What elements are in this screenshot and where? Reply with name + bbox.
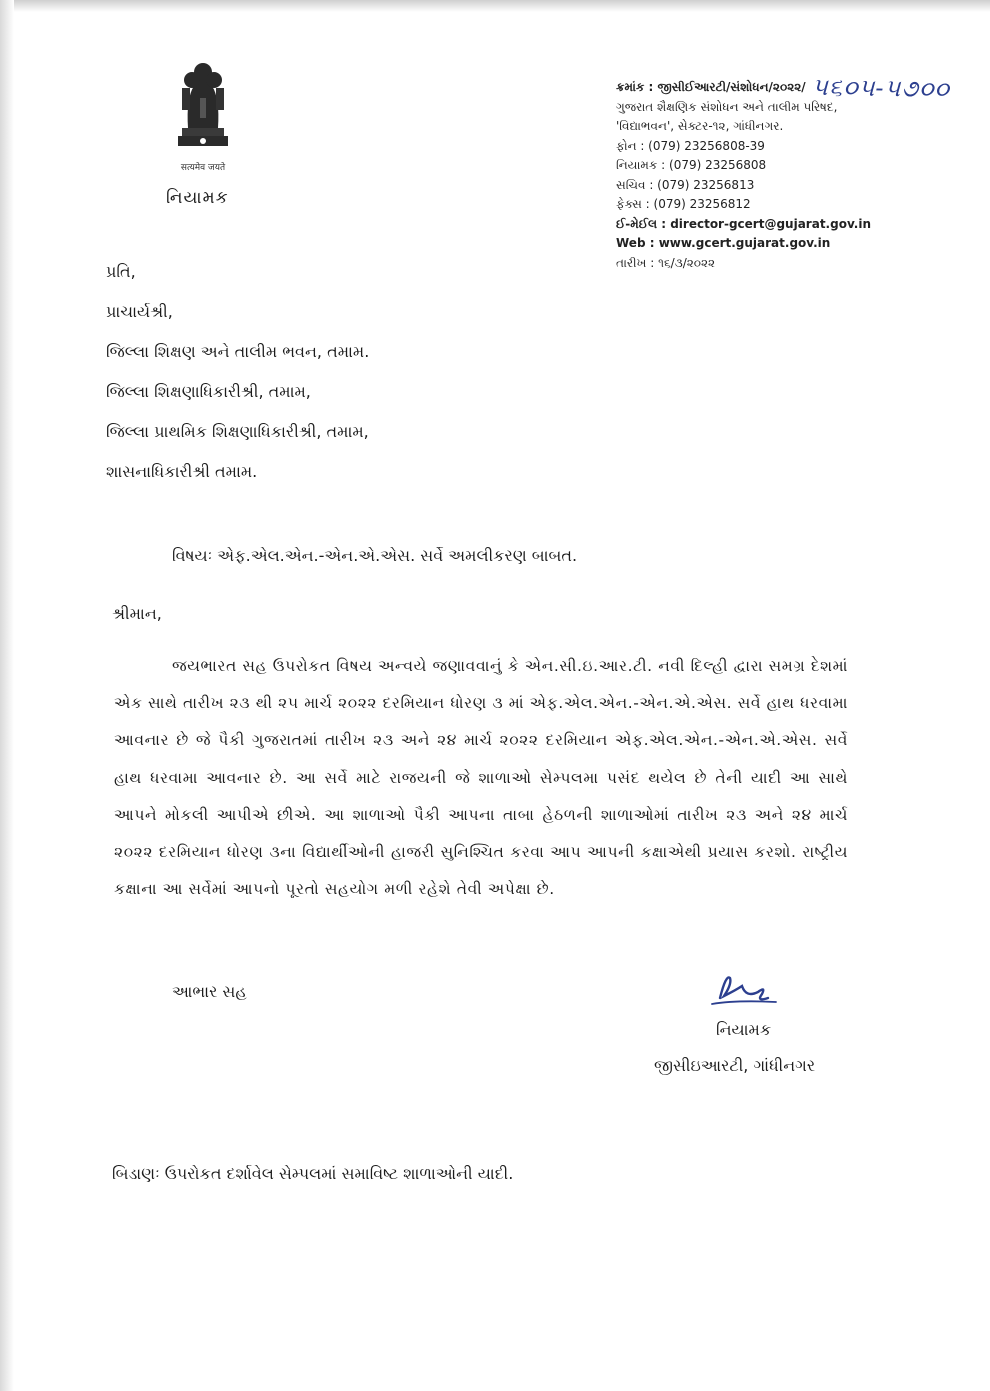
fax-line: ફેક્સ : (079) 23256812 xyxy=(616,197,751,211)
emblem-caption: सत्यमेव जयते xyxy=(180,163,226,173)
recipient-line: શાસનાધિકારીશ્રી તમામ. xyxy=(106,462,258,481)
recipient-line: પ્રાચાર્યશ્રી, xyxy=(106,302,173,321)
scan-left-edge xyxy=(0,0,14,1391)
handwritten-reference-number: ૫૬૦૫-૫૭૦૦ xyxy=(811,72,951,104)
contact-block xyxy=(616,78,976,273)
secretary-phone-line: સચિવ : (079) 23256813 xyxy=(616,177,755,192)
salutation: શ્રીમાન, xyxy=(112,604,162,623)
address-line: ગુજરાત શૈક્ષણિક સંશોધન અને તાલીમ પરિષદ, xyxy=(616,99,838,114)
recipient-line: જિલ્લા શિક્ષણ અને તાલીમ ભવન, તમામ. xyxy=(106,342,370,361)
signatory-organization: જીસીઇઆરટી, ગાંધીનગર xyxy=(654,1056,816,1075)
national-emblem-icon xyxy=(168,58,238,158)
web-line: Web : www.gcert.gujarat.gov.in xyxy=(616,236,831,250)
enclosure-line: બિડાણઃ ઉપરોકત દર્શાવેલ સેમ્પલમાં સમાવિષ્ટ શાળાઓની યાદી. xyxy=(112,1164,514,1183)
director-phone-line: નિયામક : (079) 23256808 xyxy=(616,158,767,172)
email-line: ઈ-મેઈલ : director-gcert@gujarat.gov.in xyxy=(616,216,872,231)
date-line: તારીખ : ૧૬/૩/૨૦૨૨ xyxy=(616,255,716,270)
phone-line: ફોન : (079) 23256808-39 xyxy=(616,138,765,153)
office-title: નિયામક xyxy=(166,188,229,208)
closing-line: આભાર સહ xyxy=(172,982,247,1001)
recipient-line: જિલ્લા શિક્ષણાધિકારીશ્રી, તમામ, xyxy=(106,382,311,401)
recipient-line: પ્રતિ, xyxy=(106,262,136,281)
scan-top-edge xyxy=(0,0,990,12)
recipient-block xyxy=(106,258,369,498)
body-paragraph: જયભારત સહ ઉપરોકત વિષય અન્વયે જણાવવાનું કે એન.સી.ઇ.આર.ટી. નવી દિલ્હી દ્વારા સમગ્ર દેશમાં એક સાથે તારીખ ૨૩ થી ૨૫ માર્ચ ૨૦૨૨ દરમિયાન ધોરણ ૩ માં એફ.એલ.એન.-એન.એ.એસ. સર્વે હાથ ધરવામા આવનાર છે જે પૈકી ગુજરાતમાં તારીખ ૨૩ અને ૨૪ માર્ચ ૨૦૨૨ દરમિયાન એફ.એલ.એન.-એન.એ.એસ. સર્વે હાથ ધરવામા આવનાર છે. આ સર્વે માટે રાજયની જે શાળાઓ સેમ્પલમા પસંદ થયેલ છે તેની યાદી આ સાથે આપને મોકલી આપીએ છીએ. આ શાળાઓ પૈકી આપના તાબા હેઠળની શાળાઓમાં તારીખ ૨૩ અને ૨૪ માર્ચ ૨૦૨૨ દરમિયાન ધોરણ ૩ના વિદ્યાર્થીઓની હાજરી સુનિશ્ચિત કરવા આપ આપની કક્ષાએથી પ્રયાસ કરશો. રાષ્ટ્રીય કક્ષાના આ સર્વેમાં આપનો પૂરતો સહયોગ મળી રહેશે તેવી અપેક્ષા છે. xyxy=(114,657,848,899)
signatory-title: નિયામક xyxy=(716,1020,772,1039)
reference-line: ક્રમાંક : જીસીઈઆરટી/સંશોધન/૨૦૨૨/ xyxy=(616,80,806,94)
address-line: 'વિદ્યાભવન', સેક્ટર-૧૨, ગાંધીનગર. xyxy=(616,119,784,133)
subject-line: વિષયઃ એફ.એલ.એન.-એન.એ.એસ. સર્વે અમલીકરણ બાબત. xyxy=(172,546,578,565)
handwritten-signature xyxy=(706,968,786,1012)
recipient-line: જિલ્લા પ્રાથમિક શિક્ષણાધિકારીશ્રી, તમામ, xyxy=(106,422,369,441)
